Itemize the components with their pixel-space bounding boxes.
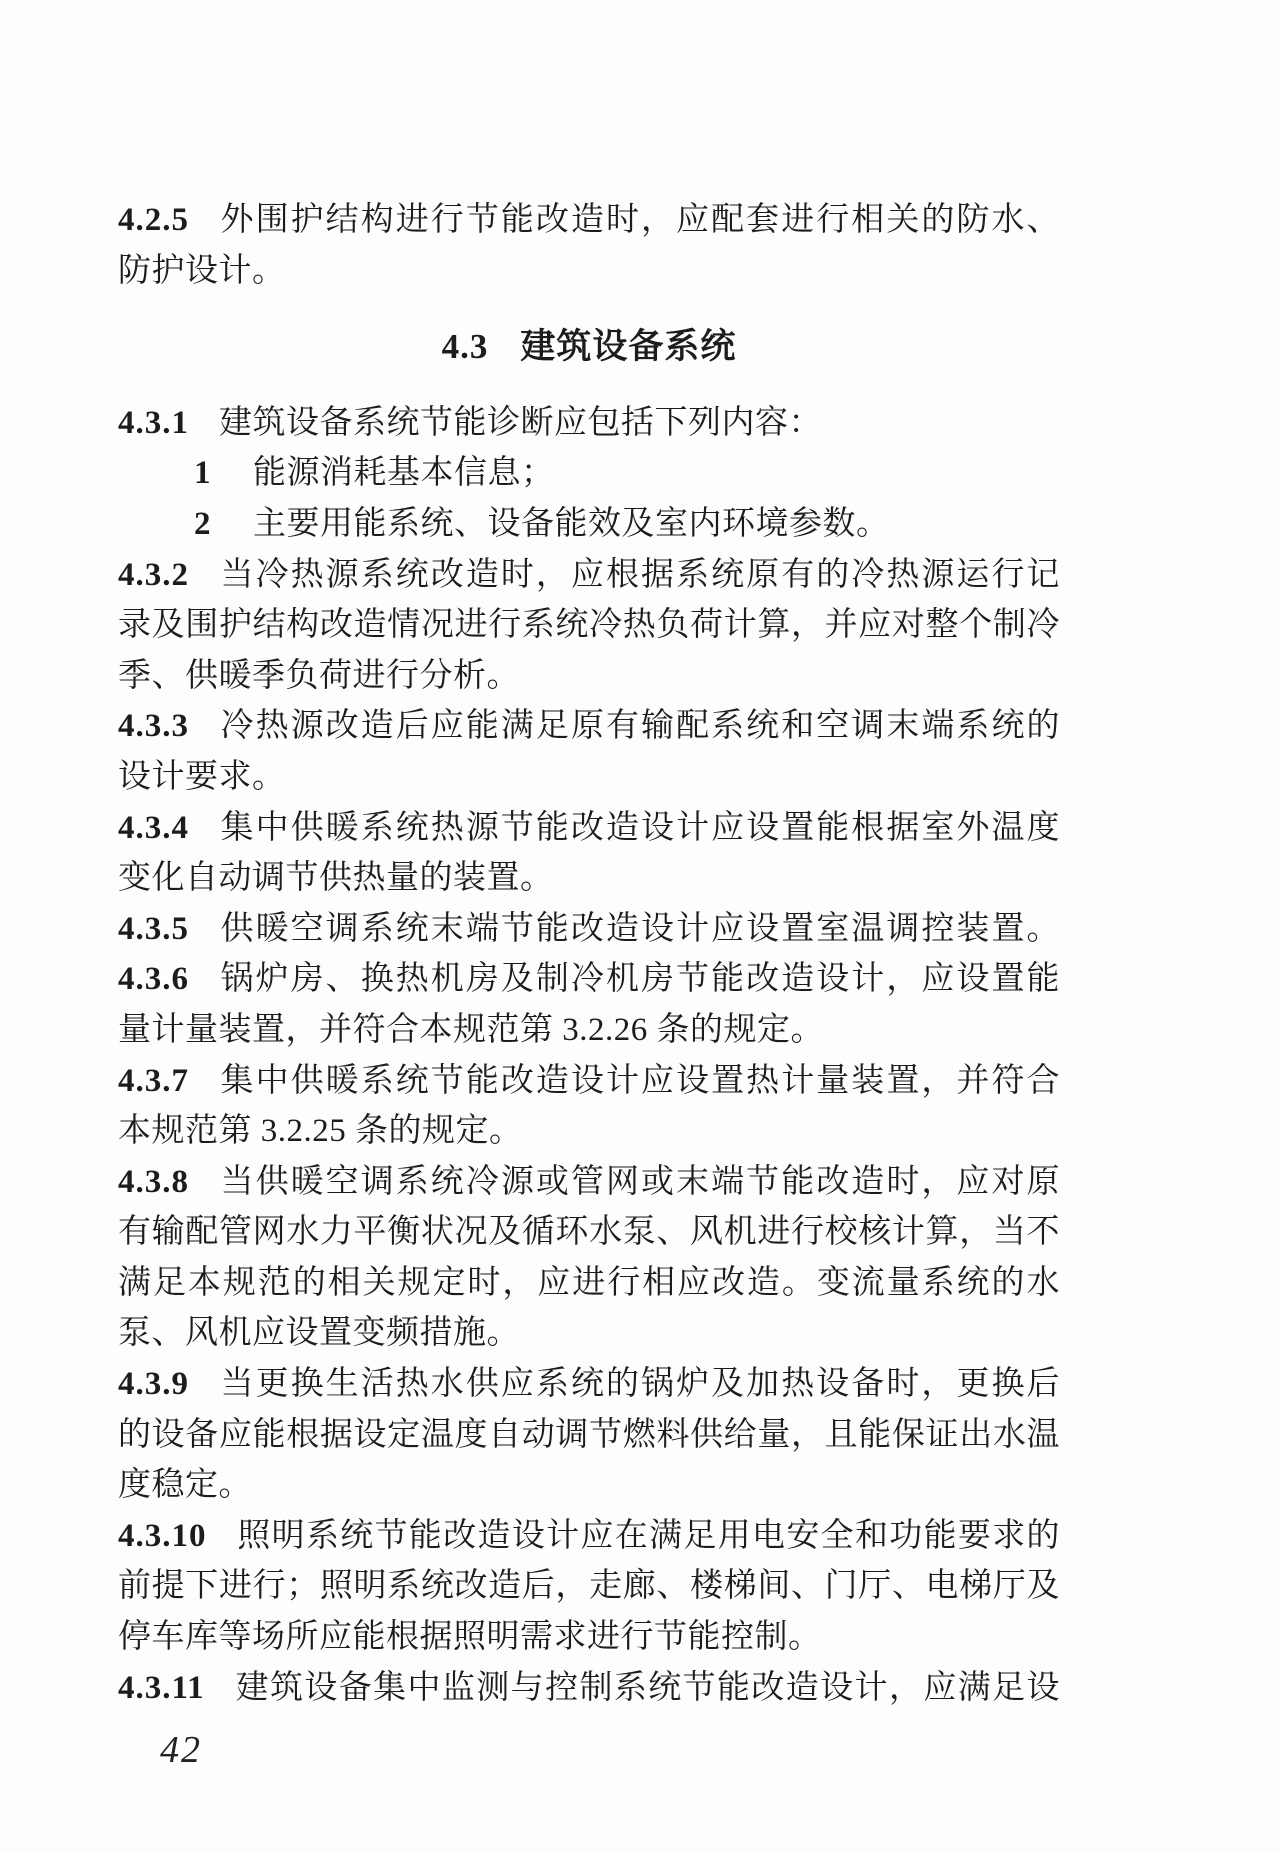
- clause-text: 集中供暖系统节能改造设计应设置热计量装置，并符合: [219, 1062, 1060, 1099]
- clause-4-3-7-line-1: [118, 1056, 1060, 1107]
- clause-4-3-8-line-1: [118, 1157, 1060, 1208]
- clause-4-3-9-line-1: [118, 1359, 1060, 1410]
- clause-text: 外围护结构进行节能改造时，应配套进行相关的防水、: [219, 202, 1060, 238]
- item-text: 能源消耗基本信息；: [253, 455, 555, 492]
- clause-4-3-8-line-3: [118, 1258, 1060, 1309]
- clause-4-3-10-line-2: [118, 1561, 1060, 1612]
- clause-4-3-7-line-2: [118, 1106, 1060, 1157]
- clause-text: 锅炉房、换热机房及制冷机房节能改造设计，应设置能: [219, 961, 1060, 998]
- clause-number: 4.3.4: [118, 809, 189, 846]
- item-number: 2: [194, 505, 211, 542]
- clause-4-3-2-line-1: [118, 550, 1060, 601]
- clause-4-3-5-line-1: [118, 904, 1060, 955]
- clause-text: 建筑设备系统节能诊断应包括下列内容：: [219, 404, 822, 441]
- clause-number: 4.3.2: [118, 556, 189, 593]
- clause-text: 度稳定。: [118, 1467, 252, 1504]
- clause-number: 4.3.3: [118, 708, 189, 745]
- clause-number: 4.3.7: [118, 1062, 189, 1099]
- clause-text: 本规范第 3.2.25 条的规定。: [118, 1113, 523, 1150]
- clause-text: 的设备应能根据设定温度自动调节燃料供给量，且能保证出水温: [118, 1416, 1060, 1453]
- clause-text: 季、供暖季负荷进行分析。: [118, 657, 520, 694]
- clause-text: 停车库等场所应能根据照明需求进行节能控制。: [118, 1619, 822, 1656]
- clause-text: 泵、风机应设置变频措施。: [118, 1315, 520, 1352]
- clause-4-3-1-line-1: [118, 398, 1060, 449]
- section-number: 4.3: [441, 327, 489, 367]
- clause-number: 4.3.10: [118, 1517, 207, 1554]
- clause-4-3-10-line-1: [118, 1511, 1060, 1562]
- clause-text: 当冷热源系统改造时，应根据系统原有的冷热源运行记: [219, 556, 1060, 593]
- section-heading: [118, 322, 1060, 373]
- clause-text: 前提下进行；照明系统改造后，走廊、楼梯间、门厅、电梯厅及: [118, 1568, 1060, 1605]
- clause-number: 4.3.1: [118, 404, 189, 441]
- clause-text: 照明系统节能改造设计应在满足用电安全和功能要求的: [236, 1517, 1060, 1554]
- clause-text: 量计量装置，并符合本规范第 3.2.26 条的规定。: [118, 1011, 824, 1048]
- item-text: 主要用能系统、设备能效及室内环境参数。: [253, 505, 890, 542]
- clause-text: 集中供暖系统热源节能改造设计应设置能根据室外温度: [219, 809, 1060, 846]
- clause-text: 当供暖空调系统冷源或管网或末端节能改造时，应对原: [219, 1163, 1060, 1200]
- clause-text: 冷热源改造后应能满足原有输配系统和空调末端系统的: [219, 708, 1060, 745]
- clause-text: 满足本规范的相关规定时，应进行相应改造。变流量系统的水: [118, 1264, 1060, 1301]
- clause-4-3-8-line-2: [118, 1207, 1060, 1258]
- clause-4-3-6-line-2: [118, 1005, 1060, 1056]
- clause-4-3-1-item-1: [118, 448, 1060, 499]
- clause-4-3-9-line-2: [118, 1410, 1060, 1461]
- item-number: 1: [194, 455, 211, 492]
- clause-text: 防护设计。: [118, 252, 286, 289]
- section-title: 建筑设备系统: [520, 327, 737, 367]
- clause-number: 4.3.5: [118, 910, 189, 947]
- clause-number: 4.3.6: [118, 961, 189, 998]
- clause-number: 4.3.9: [118, 1366, 189, 1403]
- clause-4-3-4-line-1: [118, 803, 1060, 854]
- clause-4-3-2-line-3: [118, 651, 1060, 702]
- clause-text: 录及围护结构改造情况进行系统冷热负荷计算，并应对整个制冷: [118, 607, 1060, 644]
- clause-number: 4.2.5: [118, 202, 189, 238]
- clause-4-3-4-line-2: [118, 853, 1060, 904]
- clause-4-3-9-line-3: [118, 1460, 1060, 1511]
- clause-text: 变化自动调节供热量的装置。: [118, 860, 554, 897]
- clause-text: 建筑设备集中监测与控制系统节能改造设计，应满足设: [234, 1669, 1060, 1706]
- clause-4-2-5-line-2: [118, 246, 1060, 297]
- clause-4-2-5-line-1: [118, 195, 1060, 246]
- clause-4-3-8-line-4: [118, 1308, 1060, 1359]
- page-content: [118, 195, 1060, 1713]
- clause-text: 设计要求。: [118, 758, 286, 795]
- clause-number: 4.3.8: [118, 1163, 189, 1200]
- clause-text: 供暖空调系统末端节能改造设计应设置室温调控装置。: [219, 910, 1060, 947]
- clause-4-3-10-line-3: [118, 1612, 1060, 1663]
- clause-text: 当更换生活热水供应系统的锅炉及加热设备时，更换后: [219, 1366, 1060, 1403]
- clause-4-3-2-line-2: [118, 600, 1060, 651]
- clause-number: 4.3.11: [118, 1669, 205, 1706]
- clause-4-3-1-item-2: [118, 499, 1060, 550]
- page-number: 42: [160, 1729, 202, 1771]
- clause-4-3-3-line-1: [118, 701, 1060, 752]
- clause-4-3-3-line-2: [118, 752, 1060, 803]
- clause-text: 有输配管网水力平衡状况及循环水泵、风机进行校核计算，当不: [118, 1214, 1060, 1251]
- clause-4-3-6-line-1: [118, 954, 1060, 1005]
- clause-4-3-11-line-1: [118, 1663, 1060, 1714]
